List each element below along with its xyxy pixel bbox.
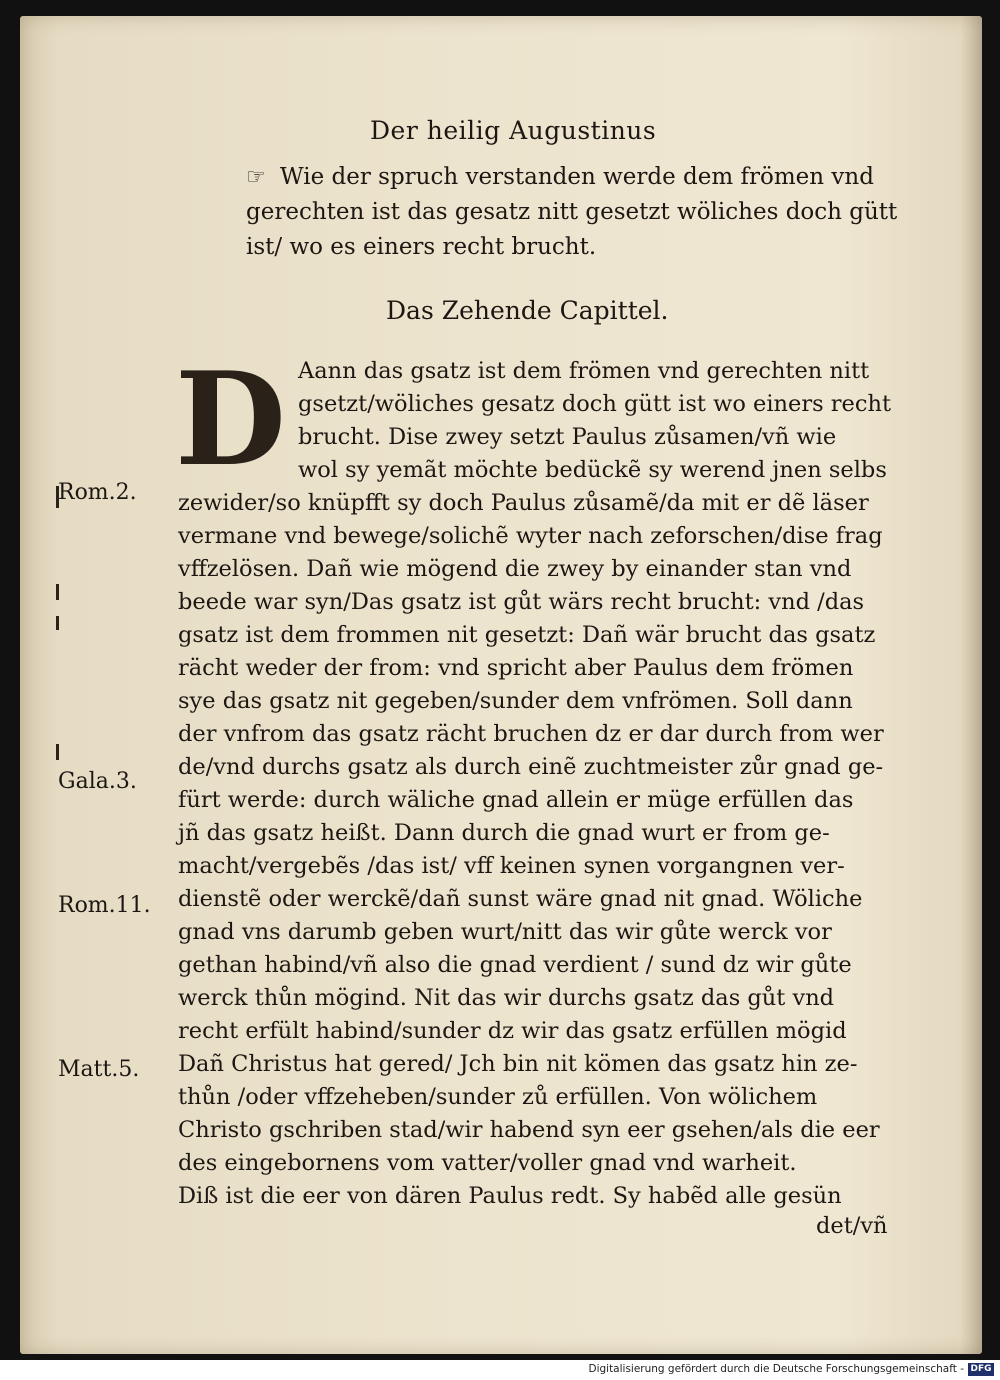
body-line: vffzelösen. Dañ wie mögend die zwey by einander stan vnd — [178, 556, 852, 582]
running-head: Der heilig Augustinus — [370, 116, 657, 145]
chapter-summary — [246, 160, 906, 265]
body-line: Dañ Christus hat gered/ Jch bin nit kömen das gsatz hin ze- — [178, 1051, 858, 1077]
binding-mark — [56, 616, 59, 630]
body-line: thůn /oder vffzeheben/sunder zů erfüllen. Von wölichem — [178, 1084, 818, 1110]
body-line: werck thůn mögind. Nit das wir durchs gsatz das gůt vnd — [178, 985, 835, 1011]
pointing-hand-icon: ☞ — [246, 165, 266, 190]
binding-mark — [56, 744, 59, 760]
body-line: macht/vergebẽs /das ist/ vff keinen synen vorgangnen ver- — [178, 853, 845, 879]
footer-bar — [0, 1360, 1000, 1380]
margin-note-gala-3: Gala.3. — [58, 769, 137, 794]
body-line: brucht. Dise zwey setzt Paulus zůsamen/vñ wie — [298, 424, 837, 450]
body-line: de/vnd durchs gsatz als durch einẽ zuchtmeister zůr gnad ge- — [178, 754, 884, 780]
summary-line-2: gerechten ist das gesatz nitt gesetzt wöliches doch gütt — [246, 199, 898, 225]
body-line: rächt weder der from: vnd spricht aber Paulus dem frömen — [178, 655, 854, 681]
margin-note-rom-11: Rom.11. — [58, 893, 151, 918]
body-line: des eingebornens vom vatter/voller gnad vnd warheit. — [178, 1150, 797, 1176]
body-line: wol sy yemãt möchte bedückẽ sy werend jnen selbs — [298, 457, 887, 483]
binding-mark — [56, 584, 59, 600]
body-line: gnad vns darumb geben wurt/nitt das wir gůte werck vor — [178, 919, 832, 945]
body-line: dienstẽ oder werckẽ/dañ sunst wäre gnad nit gnad. Wöliche — [178, 886, 863, 912]
body-line: recht erfült habind/sunder dz wir das gsatz erfüllen mögid — [178, 1018, 847, 1044]
body-line: gsatz ist dem frommen nit gesetzt: Dañ wär brucht das gsatz — [178, 622, 876, 648]
chapter-heading: Das Zehende Capittel. — [386, 296, 669, 325]
summary-line-3: ist/ wo es einers recht brucht. — [246, 234, 597, 260]
body-line: Diß ist die eer von dären Paulus redt. Sy habẽd alle gesün — [178, 1183, 842, 1209]
margin-note-matt-5: Matt.5. — [58, 1057, 140, 1082]
body-line: gethan habind/vñ also die gnad verdient / sund dz wir gůte — [178, 952, 852, 978]
decorated-initial: D — [175, 345, 286, 495]
catchword: det/vñ — [816, 1213, 888, 1239]
body-line: der vnfrom das gsatz rächt bruchen dz er dar durch from wer — [178, 721, 884, 747]
margin-note-rom-2: Rom.2. — [58, 480, 137, 505]
body-line: gsetzt/wöliches gesatz doch gütt ist wo einers recht — [298, 391, 892, 417]
body-line: Aann das gsatz ist dem frömen vnd gerechten nitt — [298, 358, 870, 384]
funding-credit: Digitalisierung gefördert durch die Deutsche Forschungsgemeinschaft - — [588, 1363, 964, 1375]
body-line: jñ das gsatz heißt. Dann durch die gnad wurt er from ge- — [178, 820, 830, 846]
body-line: Christo gschriben stad/wir habend syn eer gsehen/als die eer — [178, 1117, 880, 1143]
dfg-logo: DFG — [968, 1363, 994, 1376]
body-line: sye das gsatz nit gegeben/sunder dem vnfrömen. Soll dann — [178, 688, 853, 714]
body-line: beede war syn/Das gsatz ist gůt wärs recht brucht: vnd /das — [178, 589, 865, 615]
summary-line-1: ☞ Wie der spruch verstanden werde dem frömen vnd — [246, 160, 906, 195]
body-line: zewider/so knüpfft sy doch Paulus zůsamẽ/da mit er dẽ läser — [178, 490, 869, 516]
body-line: fürt werde: durch wäliche gnad allein er müge erfüllen das — [178, 787, 854, 813]
body-line: vermane vnd bewege/solichẽ wyter nach zeforschen/dise frag — [178, 523, 883, 549]
